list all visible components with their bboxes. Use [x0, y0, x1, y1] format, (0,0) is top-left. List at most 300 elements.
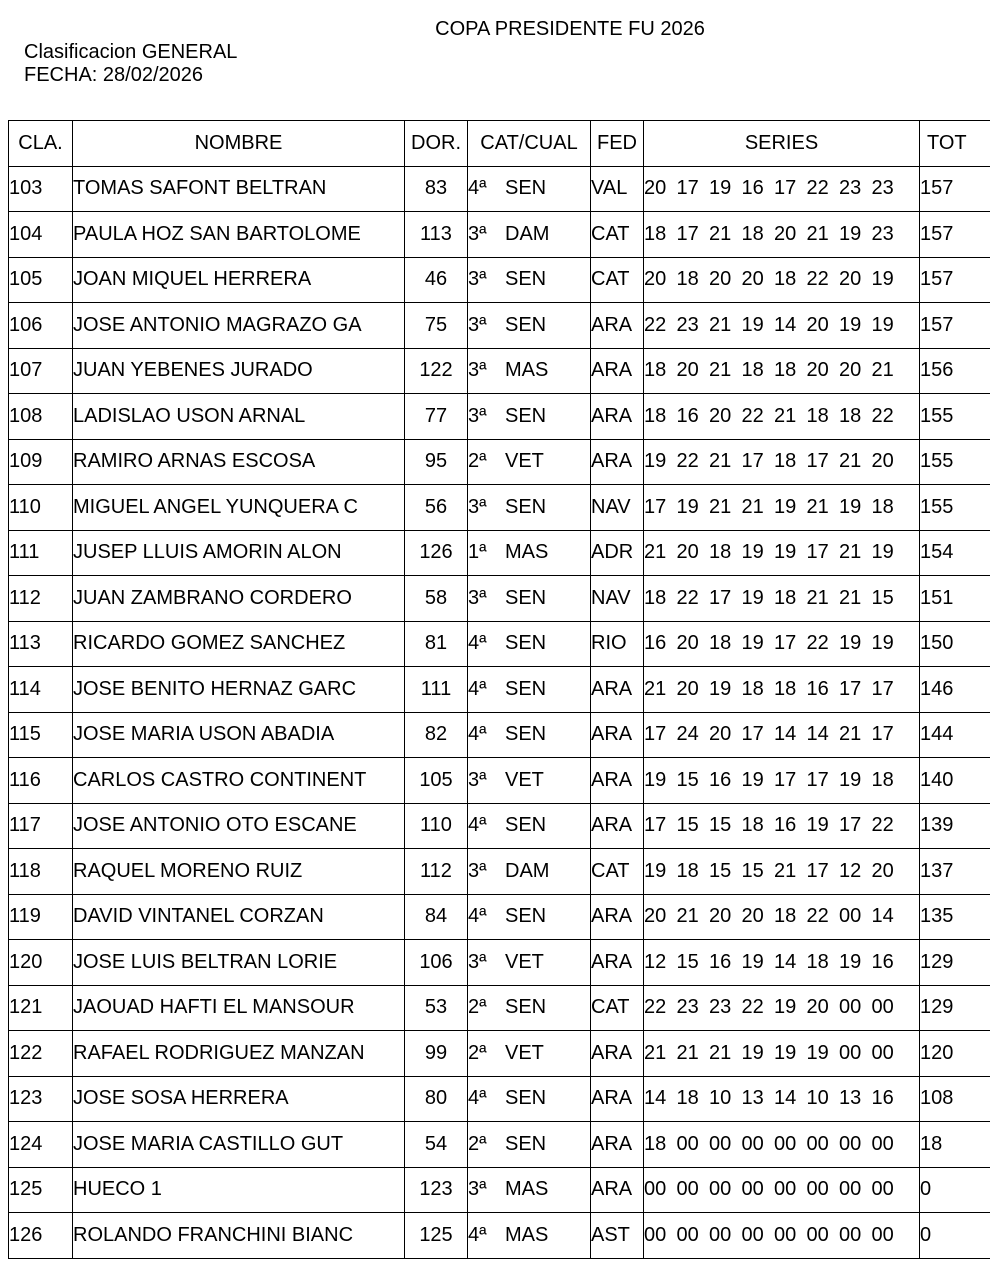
col-header-tot: TOT — [920, 121, 990, 167]
table-row — [9, 303, 990, 349]
nombre-cell: DAVID VINTANEL CORZAN — [73, 894, 405, 940]
cla-cell: 103 — [9, 166, 73, 212]
series-cell — [644, 1122, 920, 1168]
series-score: 19 — [871, 541, 894, 564]
cat-cell — [468, 257, 591, 303]
category-level: 3ª — [468, 1178, 487, 1201]
category-qualifier: VET — [505, 1041, 544, 1064]
series-score: 17 — [806, 450, 829, 473]
cat-cell — [468, 621, 591, 667]
series-score: 17 — [871, 723, 894, 746]
table-row — [9, 257, 990, 303]
series-score: 22 — [676, 450, 699, 473]
series-score: 20 — [774, 222, 797, 245]
series-score: 19 — [709, 677, 732, 700]
series-cell — [644, 894, 920, 940]
series-score: 15 — [676, 950, 699, 973]
cla-cell: 118 — [9, 849, 73, 895]
series-score: 21 — [871, 359, 894, 382]
tot-cell: 129 — [920, 985, 990, 1031]
series-score: 18 — [774, 268, 797, 291]
series-score: 00 — [774, 1178, 797, 1201]
tot-cell: 155 — [920, 485, 990, 531]
tot-cell: 154 — [920, 530, 990, 576]
series-score: 15 — [871, 586, 894, 609]
series-score: 00 — [871, 996, 894, 1019]
series-score: 22 — [741, 404, 764, 427]
series-score: 21 — [709, 450, 732, 473]
tot-cell: 18 — [920, 1122, 990, 1168]
series-score: 21 — [839, 586, 862, 609]
col-header-nombre: NOMBRE — [73, 121, 405, 167]
series-score: 20 — [676, 359, 699, 382]
series-score: 16 — [644, 632, 667, 655]
nombre-cell: TOMAS SAFONT BELTRAN — [73, 166, 405, 212]
dor-cell: 56 — [405, 485, 468, 531]
nombre-cell: JUSEP LLUIS AMORIN ALON — [73, 530, 405, 576]
series-cell — [644, 712, 920, 758]
series-score: 00 — [741, 1178, 764, 1201]
series-score: 00 — [644, 1178, 667, 1201]
fed-cell: ARA — [591, 667, 644, 713]
series-score: 21 — [741, 495, 764, 518]
series-score: 12 — [644, 950, 667, 973]
category-level: 3ª — [468, 404, 487, 427]
nombre-cell: JOSE LUIS BELTRAN LORIE — [73, 940, 405, 986]
series-score: 18 — [774, 450, 797, 473]
cla-cell: 106 — [9, 303, 73, 349]
series-score: 22 — [644, 996, 667, 1019]
dor-cell: 54 — [405, 1122, 468, 1168]
table-row — [9, 667, 990, 713]
series-score: 19 — [774, 996, 797, 1019]
series-score: 20 — [806, 996, 829, 1019]
series-score: 19 — [774, 541, 797, 564]
series-score: 00 — [871, 1132, 894, 1155]
series-cell — [644, 1167, 920, 1213]
table-body — [9, 166, 990, 1258]
series-cell — [644, 257, 920, 303]
nombre-cell: JOSE ANTONIO MAGRAZO GA — [73, 303, 405, 349]
series-score: 15 — [709, 859, 732, 882]
series-score: 18 — [676, 1087, 699, 1110]
table-row — [9, 1122, 990, 1168]
category-level: 3ª — [468, 586, 487, 609]
series-score: 15 — [741, 859, 764, 882]
series-score: 15 — [676, 814, 699, 837]
series-cell — [644, 348, 920, 394]
category-level: 3ª — [468, 313, 487, 336]
series-score: 21 — [839, 723, 862, 746]
series-score: 00 — [709, 1223, 732, 1246]
cla-cell: 107 — [9, 348, 73, 394]
series-cell — [644, 485, 920, 531]
tot-cell: 155 — [920, 394, 990, 440]
category-qualifier: VET — [505, 950, 544, 973]
series-score: 00 — [871, 1178, 894, 1201]
category-level: 2ª — [468, 450, 487, 473]
series-score: 20 — [839, 359, 862, 382]
series-score: 14 — [774, 1087, 797, 1110]
series-score: 21 — [709, 1041, 732, 1064]
dor-cell: 75 — [405, 303, 468, 349]
series-score: 00 — [871, 1041, 894, 1064]
series-score: 00 — [676, 1132, 699, 1155]
nombre-cell: JOSE BENITO HERNAZ GARC — [73, 667, 405, 713]
category-level: 3ª — [468, 359, 487, 382]
table-row — [9, 1031, 990, 1077]
series-score: 17 — [871, 677, 894, 700]
series-score: 20 — [644, 268, 667, 291]
category-level: 3ª — [468, 495, 487, 518]
cat-cell — [468, 1167, 591, 1213]
category-qualifier: MAS — [505, 359, 549, 382]
table-row — [9, 894, 990, 940]
category-qualifier: SEN — [505, 268, 547, 291]
series-score: 18 — [709, 632, 732, 655]
category-qualifier: SEN — [505, 404, 547, 427]
tot-cell: 157 — [920, 166, 990, 212]
series-cell — [644, 849, 920, 895]
series-score: 18 — [871, 768, 894, 791]
category-qualifier: SEN — [505, 632, 547, 655]
table-row — [9, 1167, 990, 1213]
series-score: 23 — [676, 996, 699, 1019]
results-table — [8, 120, 990, 1259]
fed-cell: ARA — [591, 348, 644, 394]
series-score: 22 — [871, 404, 894, 427]
cla-cell: 108 — [9, 394, 73, 440]
dor-cell: 81 — [405, 621, 468, 667]
series-cell — [644, 1031, 920, 1077]
cla-cell: 115 — [9, 712, 73, 758]
cat-cell — [468, 667, 591, 713]
fed-cell: ARA — [591, 940, 644, 986]
cla-cell: 122 — [9, 1031, 73, 1077]
series-score: 21 — [709, 495, 732, 518]
series-score: 20 — [806, 313, 829, 336]
category-level: 3ª — [468, 268, 487, 291]
nombre-cell: JOSE ANTONIO OTO ESCANE — [73, 803, 405, 849]
series-score: 19 — [741, 541, 764, 564]
series-score: 18 — [839, 404, 862, 427]
series-score: 18 — [774, 359, 797, 382]
series-cell — [644, 621, 920, 667]
tot-cell: 157 — [920, 212, 990, 258]
nombre-cell: JUAN YEBENES JURADO — [73, 348, 405, 394]
cat-cell — [468, 166, 591, 212]
series-score: 18 — [676, 859, 699, 882]
table-row — [9, 758, 990, 804]
nombre-cell: RAMIRO ARNAS ESCOSA — [73, 439, 405, 485]
series-score: 23 — [676, 313, 699, 336]
series-score: 20 — [644, 905, 667, 928]
series-score: 17 — [644, 814, 667, 837]
series-score: 15 — [676, 768, 699, 791]
series-cell — [644, 303, 920, 349]
table-header-row — [9, 121, 990, 167]
series-cell — [644, 1076, 920, 1122]
category-qualifier: SEN — [505, 814, 547, 837]
category-level: 4ª — [468, 632, 487, 655]
series-score: 18 — [644, 222, 667, 245]
category-qualifier: VET — [505, 768, 544, 791]
series-score: 21 — [644, 541, 667, 564]
fed-cell: ARA — [591, 303, 644, 349]
series-score: 00 — [741, 1132, 764, 1155]
fed-cell: ARA — [591, 894, 644, 940]
cat-cell — [468, 348, 591, 394]
dor-cell: 99 — [405, 1031, 468, 1077]
series-score: 17 — [806, 768, 829, 791]
tot-cell: 157 — [920, 303, 990, 349]
series-score: 20 — [741, 268, 764, 291]
series-score: 17 — [839, 677, 862, 700]
tot-cell: 155 — [920, 439, 990, 485]
series-score: 21 — [839, 450, 862, 473]
category-level: 3ª — [468, 950, 487, 973]
fed-cell: ARA — [591, 439, 644, 485]
col-header-series: SERIES — [644, 121, 920, 167]
fed-cell: ARA — [591, 394, 644, 440]
category-level: 3ª — [468, 222, 487, 245]
dor-cell: 77 — [405, 394, 468, 440]
series-score: 19 — [839, 768, 862, 791]
nombre-cell: MIGUEL ANGEL YUNQUERA C — [73, 485, 405, 531]
cla-cell: 114 — [9, 667, 73, 713]
dor-cell: 126 — [405, 530, 468, 576]
series-score: 19 — [839, 222, 862, 245]
series-score: 19 — [741, 313, 764, 336]
series-score: 16 — [871, 1087, 894, 1110]
series-score: 22 — [644, 313, 667, 336]
series-cell — [644, 1213, 920, 1259]
nombre-cell: JUAN ZAMBRANO CORDERO — [73, 576, 405, 622]
series-score: 21 — [774, 859, 797, 882]
nombre-cell: RAFAEL RODRIGUEZ MANZAN — [73, 1031, 405, 1077]
table-row — [9, 212, 990, 258]
series-score: 22 — [806, 177, 829, 200]
series-score: 17 — [676, 222, 699, 245]
category-qualifier: MAS — [505, 1223, 549, 1246]
series-score: 18 — [806, 404, 829, 427]
report-title: COPA PRESIDENTE FU 2026 — [435, 18, 705, 40]
cla-cell: 116 — [9, 758, 73, 804]
series-cell — [644, 439, 920, 485]
category-qualifier: SEN — [505, 495, 547, 518]
dor-cell: 106 — [405, 940, 468, 986]
series-score: 22 — [676, 586, 699, 609]
cla-cell: 111 — [9, 530, 73, 576]
date-label: FECHA: 28/02/2026 — [24, 64, 203, 86]
category-level: 4ª — [468, 905, 487, 928]
series-score: 17 — [676, 177, 699, 200]
category-level: 4ª — [468, 814, 487, 837]
series-cell — [644, 940, 920, 986]
series-score: 19 — [871, 313, 894, 336]
tot-cell: 0 — [920, 1213, 990, 1259]
series-score: 00 — [741, 1223, 764, 1246]
tot-cell: 156 — [920, 348, 990, 394]
series-score: 21 — [676, 905, 699, 928]
tot-cell: 157 — [920, 257, 990, 303]
series-score: 19 — [709, 177, 732, 200]
dor-cell: 105 — [405, 758, 468, 804]
category-level: 2ª — [468, 996, 487, 1019]
series-score: 17 — [774, 768, 797, 791]
cat-cell — [468, 1076, 591, 1122]
category-qualifier: VET — [505, 450, 544, 473]
series-cell — [644, 530, 920, 576]
series-score: 21 — [806, 495, 829, 518]
cat-cell — [468, 485, 591, 531]
series-score: 00 — [709, 1132, 732, 1155]
fed-cell: CAT — [591, 257, 644, 303]
fed-cell: ARA — [591, 712, 644, 758]
table-row — [9, 439, 990, 485]
tot-cell: 129 — [920, 940, 990, 986]
series-score: 00 — [839, 1041, 862, 1064]
cat-cell — [468, 530, 591, 576]
series-score: 00 — [839, 1178, 862, 1201]
dor-cell: 53 — [405, 985, 468, 1031]
series-cell — [644, 576, 920, 622]
table-row — [9, 348, 990, 394]
series-score: 13 — [741, 1087, 764, 1110]
series-score: 19 — [644, 768, 667, 791]
cat-cell — [468, 1122, 591, 1168]
series-score: 18 — [806, 950, 829, 973]
classification-label: Clasificacion GENERAL — [24, 41, 238, 63]
series-score: 19 — [741, 586, 764, 609]
category-qualifier: SEN — [505, 905, 547, 928]
fed-cell: VAL — [591, 166, 644, 212]
fed-cell: ARA — [591, 1167, 644, 1213]
cla-cell: 126 — [9, 1213, 73, 1259]
series-score: 00 — [806, 1223, 829, 1246]
series-score: 14 — [774, 313, 797, 336]
series-score: 19 — [644, 859, 667, 882]
category-level: 4ª — [468, 177, 487, 200]
fed-cell: AST — [591, 1213, 644, 1259]
category-level: 3ª — [468, 859, 487, 882]
series-cell — [644, 394, 920, 440]
series-score: 18 — [774, 905, 797, 928]
series-score: 14 — [774, 950, 797, 973]
tot-cell: 120 — [920, 1031, 990, 1077]
series-score: 18 — [709, 541, 732, 564]
cat-cell — [468, 303, 591, 349]
series-score: 19 — [741, 768, 764, 791]
series-score: 21 — [644, 677, 667, 700]
table-row — [9, 485, 990, 531]
category-qualifier: MAS — [505, 1178, 549, 1201]
series-score: 21 — [839, 541, 862, 564]
series-score: 19 — [676, 495, 699, 518]
table-row — [9, 166, 990, 212]
dor-cell: 46 — [405, 257, 468, 303]
dor-cell: 110 — [405, 803, 468, 849]
category-level: 4ª — [468, 1223, 487, 1246]
series-score: 21 — [709, 222, 732, 245]
dor-cell: 95 — [405, 439, 468, 485]
table-row — [9, 530, 990, 576]
series-score: 21 — [774, 404, 797, 427]
nombre-cell: JAOUAD HAFTI EL MANSOUR — [73, 985, 405, 1031]
series-score: 18 — [871, 495, 894, 518]
series-score: 14 — [774, 723, 797, 746]
series-score: 19 — [839, 495, 862, 518]
series-score: 20 — [741, 905, 764, 928]
cla-cell: 105 — [9, 257, 73, 303]
fed-cell: RIO — [591, 621, 644, 667]
series-cell — [644, 667, 920, 713]
series-score: 16 — [676, 404, 699, 427]
fed-cell: ARA — [591, 1076, 644, 1122]
series-score: 23 — [871, 177, 894, 200]
cat-cell — [468, 1213, 591, 1259]
series-score: 20 — [709, 723, 732, 746]
series-score: 22 — [806, 268, 829, 291]
series-score: 16 — [774, 814, 797, 837]
dor-cell: 122 — [405, 348, 468, 394]
category-qualifier: SEN — [505, 996, 547, 1019]
fed-cell: ARA — [591, 1031, 644, 1077]
cat-cell — [468, 894, 591, 940]
series-score: 21 — [709, 359, 732, 382]
series-score: 23 — [839, 177, 862, 200]
series-score: 18 — [741, 222, 764, 245]
series-score: 20 — [644, 177, 667, 200]
category-qualifier: SEN — [505, 1132, 547, 1155]
series-score: 16 — [709, 768, 732, 791]
nombre-cell: CARLOS CASTRO CONTINENT — [73, 758, 405, 804]
table-row — [9, 1213, 990, 1259]
series-score: 21 — [709, 313, 732, 336]
dor-cell: 111 — [405, 667, 468, 713]
series-score: 22 — [806, 632, 829, 655]
col-header-dor: DOR. — [405, 121, 468, 167]
series-cell — [644, 758, 920, 804]
series-score: 21 — [806, 222, 829, 245]
col-header-fed: FED — [591, 121, 644, 167]
series-score: 10 — [806, 1087, 829, 1110]
series-score: 14 — [644, 1087, 667, 1110]
series-score: 17 — [806, 541, 829, 564]
series-score: 21 — [676, 1041, 699, 1064]
category-qualifier: DAM — [505, 222, 550, 245]
dor-cell: 113 — [405, 212, 468, 258]
series-score: 17 — [709, 586, 732, 609]
series-score: 16 — [741, 177, 764, 200]
series-score: 19 — [774, 1041, 797, 1064]
series-score: 00 — [644, 1223, 667, 1246]
series-score: 10 — [709, 1087, 732, 1110]
dor-cell: 80 — [405, 1076, 468, 1122]
series-score: 19 — [806, 814, 829, 837]
series-score: 23 — [709, 996, 732, 1019]
fed-cell: NAV — [591, 576, 644, 622]
series-score: 20 — [806, 359, 829, 382]
nombre-cell: JOAN MIQUEL HERRERA — [73, 257, 405, 303]
cla-cell: 117 — [9, 803, 73, 849]
nombre-cell: RICARDO GOMEZ SANCHEZ — [73, 621, 405, 667]
dor-cell: 112 — [405, 849, 468, 895]
category-qualifier: SEN — [505, 1087, 547, 1110]
fed-cell: CAT — [591, 849, 644, 895]
nombre-cell: LADISLAO USON ARNAL — [73, 394, 405, 440]
series-score: 00 — [676, 1223, 699, 1246]
